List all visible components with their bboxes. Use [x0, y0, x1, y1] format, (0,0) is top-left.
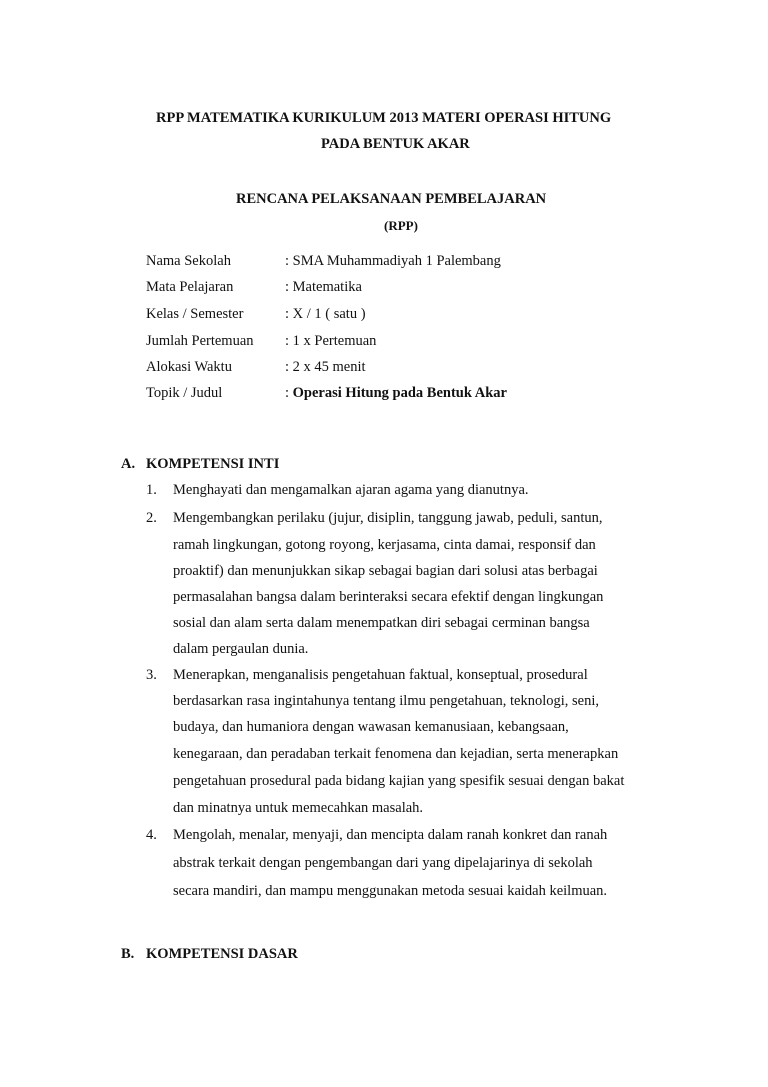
info-value: : 1 x Pertemuan: [285, 333, 377, 349]
list-item-text-line: abstrak terkait dengan pengembangan dari yang dipelajarinya di sekolah: [173, 855, 593, 871]
list-item-text-line: secara mandiri, dan mampu menggunakan metoda sesuai kaidah keilmuan.: [173, 883, 608, 899]
list-item-text-line: sosial dan alam serta dalam menempatkan diri sebagai cerminan bangsa: [173, 615, 590, 631]
info-label: Jumlah Pertemuan: [146, 333, 254, 349]
list-item-text-line: Mengembangkan perilaku (jujur, disiplin, tanggung jawab, peduli, santun,: [173, 510, 603, 526]
list-item-number: 2.: [146, 510, 157, 526]
list-item-text-line: budaya, dan humaniora dengan wawasan kemanusiaan, kebangsaan,: [173, 719, 569, 735]
info-label: Nama Sekolah: [146, 253, 231, 269]
list-item-text-line: Mengolah, menalar, menyaji, dan mencipta dalam ranah konkret dan ranah: [173, 827, 608, 843]
list-item-text-line: dalam pergaulan dunia.: [173, 641, 309, 657]
list-item-number: 3.: [146, 667, 157, 683]
list-item-number: 4.: [146, 827, 157, 843]
list-item-text-line: kenegaraan, dan peradaban terkait fenomena dan kejadian, serta menerapkan: [173, 746, 619, 762]
list-item-text-line: berdasarkan rasa ingintahunya tentang ilmu pengetahuan, teknologi, seni,: [173, 693, 600, 709]
info-label: Alokasi Waktu: [146, 359, 232, 375]
section-a-heading: [121, 456, 279, 473]
document-subtitle-line-2: (RPP): [384, 218, 418, 233]
list-item-text-line: Menghayati dan mengamalkan ajaran agama yang dianutnya.: [173, 482, 529, 498]
document-title-line-1: RPP MATEMATIKA KURIKULUM 2013 MATERI OPERASI HITUNG: [156, 110, 612, 126]
section-letter: B.: [121, 946, 135, 962]
info-value-wrapper: [285, 385, 507, 402]
info-label: Mata Pelajaran: [146, 279, 234, 295]
document-title-line-2: PADA BENTUK AKAR: [321, 136, 470, 152]
section-b-heading: [121, 946, 298, 963]
list-item-text-line: dan minatnya untuk memecahkan masalah.: [173, 800, 424, 816]
list-item-text-line: proaktif) dan menunjukkan sikap sebagai bagian dari solusi atas berbagai: [173, 563, 598, 579]
list-item-text-line: Menerapkan, menganalisis pengetahuan faktual, konseptual, prosedural: [173, 667, 588, 683]
info-label: Topik / Judul: [146, 385, 223, 401]
info-value: : X / 1 ( satu ): [285, 306, 366, 322]
list-item-text-line: permasalahan bangsa dalam berinteraksi secara efektif dengan lingkungan: [173, 589, 604, 605]
section-letter: A.: [121, 456, 136, 472]
info-label: Kelas / Semester: [146, 306, 244, 322]
topic-title: Operasi Hitung pada Bentuk Akar: [292, 385, 507, 401]
list-item-text-line: pengetahuan prosedural pada bidang kajian yang spesifik sesuai dengan bakat: [173, 773, 625, 789]
info-value-prefix: :: [285, 385, 293, 401]
section-title: KOMPETENSI DASAR: [146, 946, 298, 962]
info-value: : Matematika: [285, 279, 362, 295]
list-item-number: 1.: [146, 482, 157, 498]
info-value: : 2 x 45 menit: [285, 359, 366, 375]
document-subtitle-line-1: RENCANA PELAKSANAAN PEMBELAJARAN: [236, 191, 547, 207]
list-item-text-line: ramah lingkungan, gotong royong, kerjasama, cinta damai, responsif dan: [173, 537, 596, 553]
info-value: : SMA Muhammadiyah 1 Palembang: [285, 253, 501, 269]
section-title: KOMPETENSI INTI: [146, 456, 280, 472]
